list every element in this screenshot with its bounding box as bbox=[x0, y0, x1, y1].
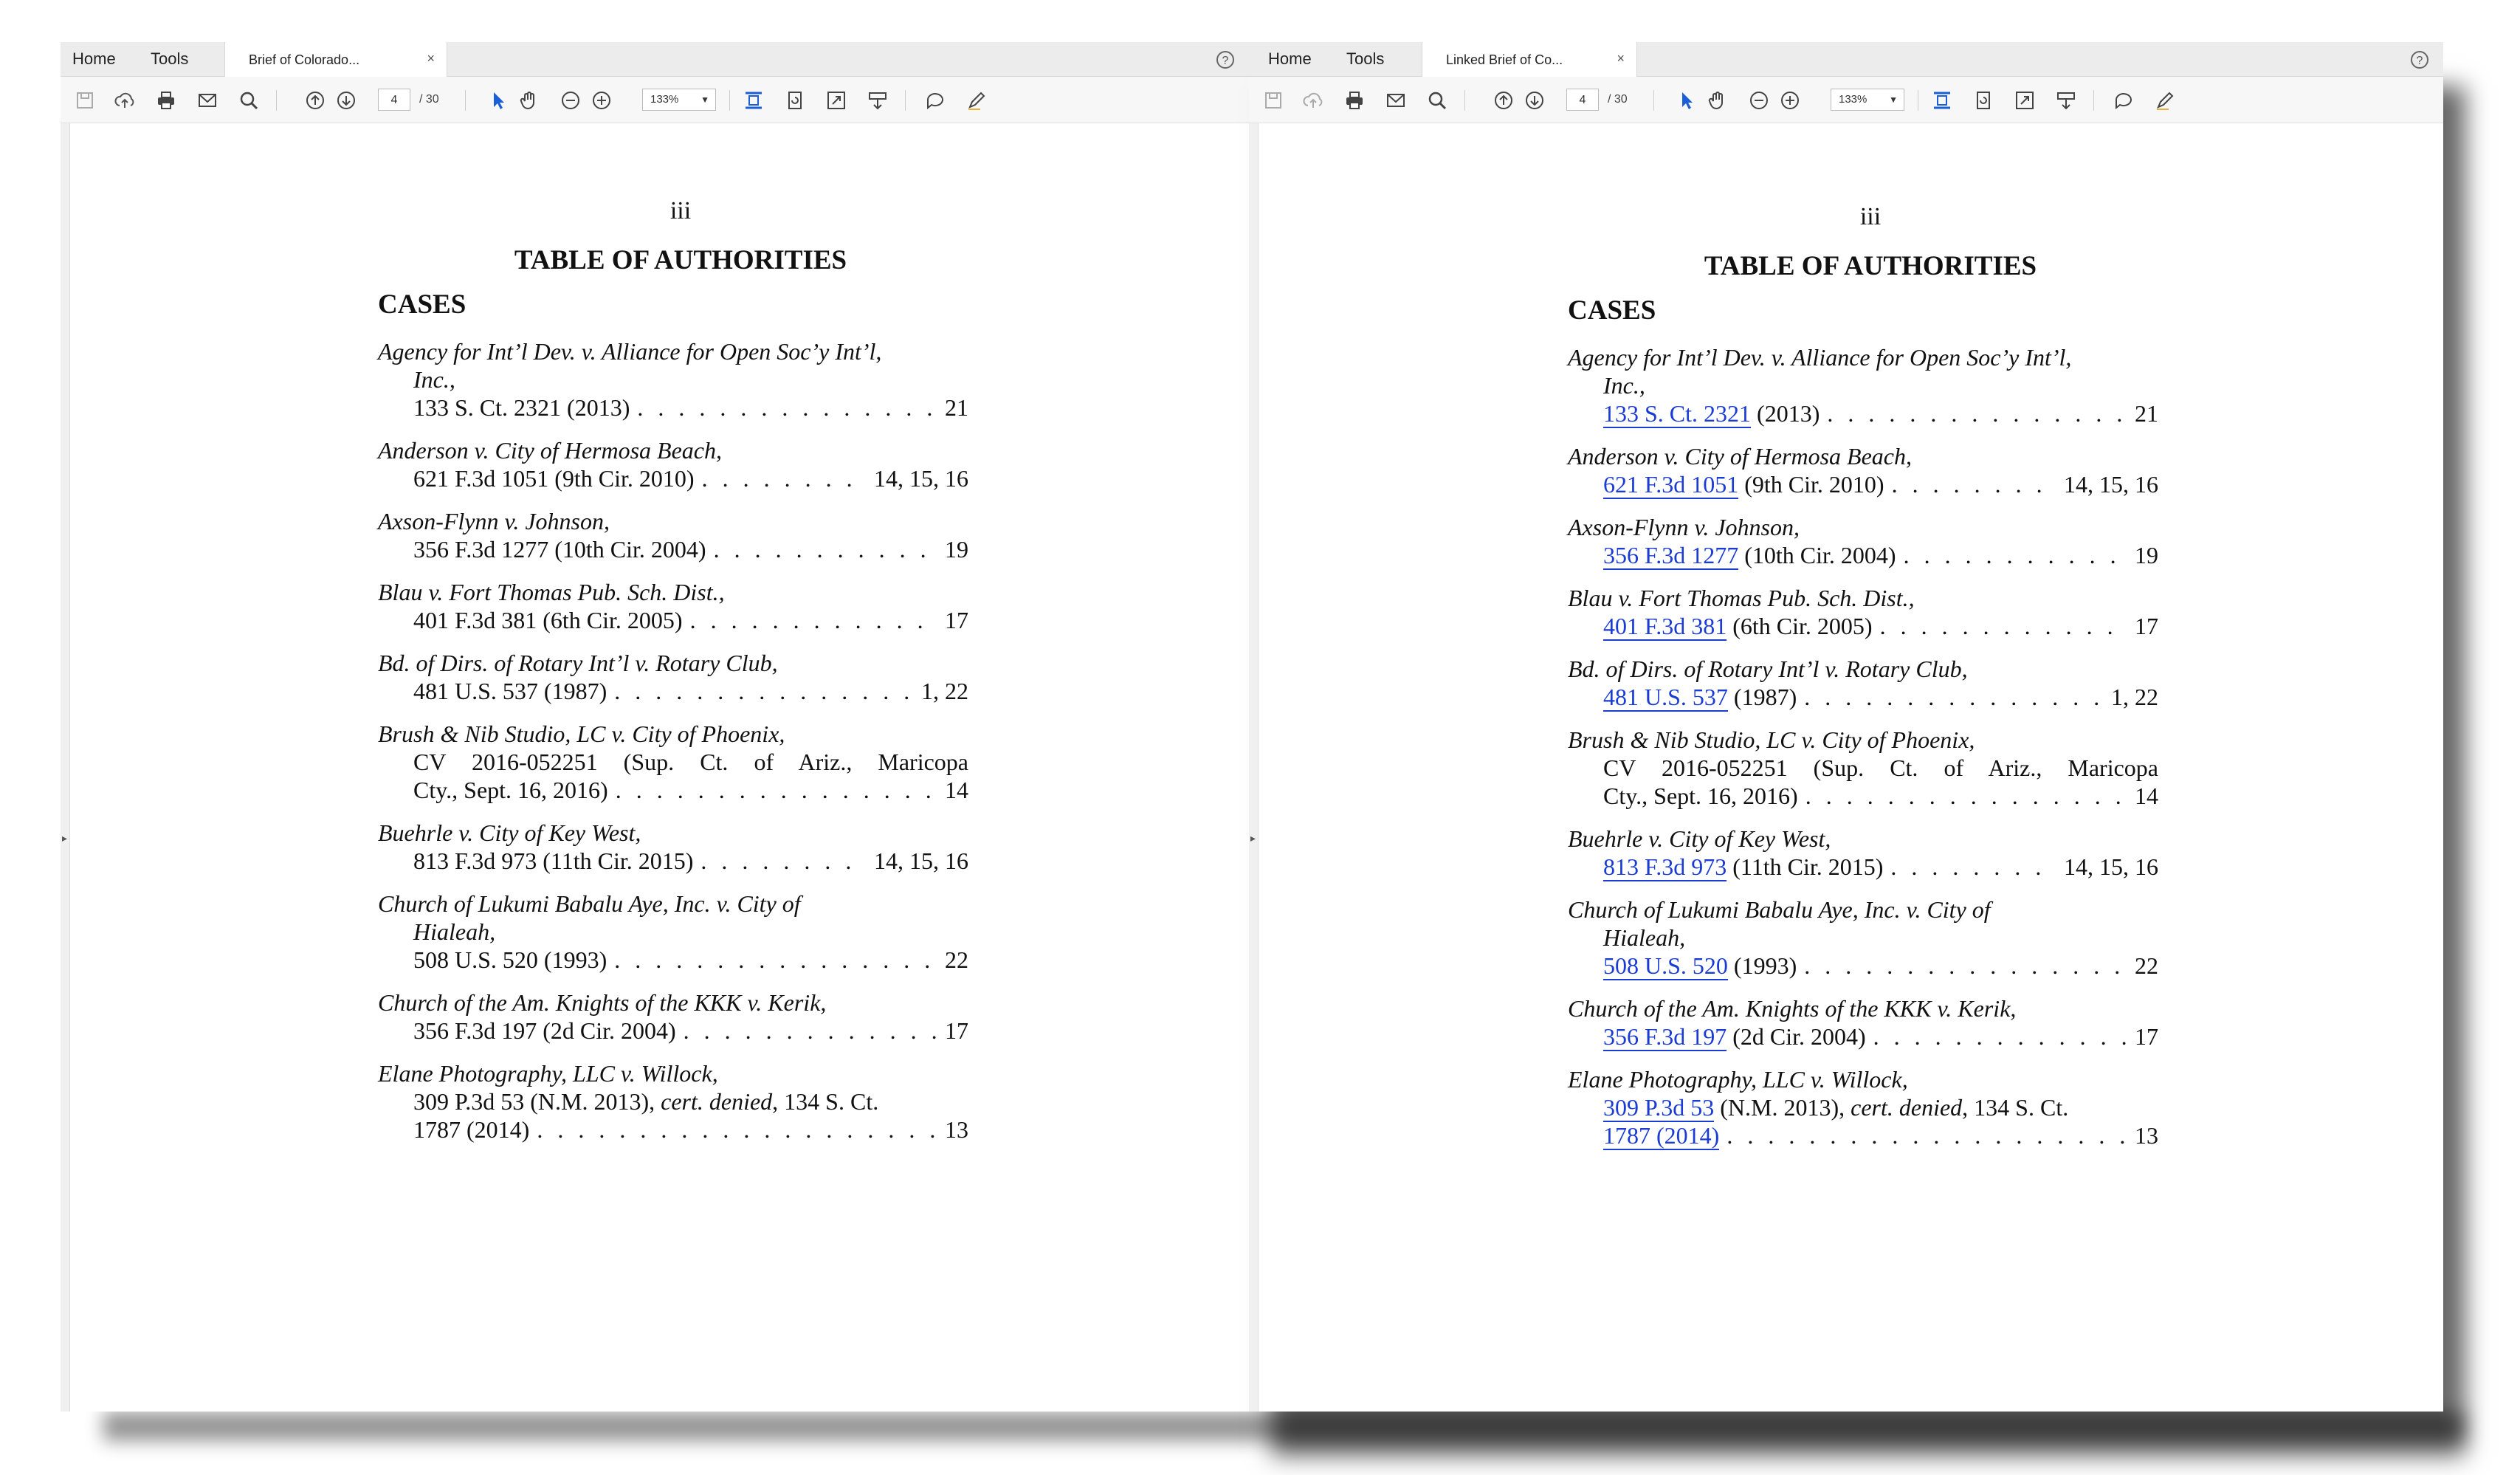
fit-page-icon[interactable] bbox=[1931, 89, 1953, 111]
citation bbox=[1603, 952, 1797, 980]
citation-row bbox=[1568, 470, 2158, 498]
citation-row bbox=[1568, 612, 2158, 640]
page-reference: 1, 22 bbox=[2111, 684, 2158, 710]
citation bbox=[1603, 1121, 1719, 1149]
section-heading: CASES bbox=[1568, 295, 1656, 326]
fit-page-icon[interactable] bbox=[743, 89, 765, 111]
authority-entry bbox=[1568, 442, 2158, 498]
scroll-mode-icon[interactable] bbox=[2055, 89, 2077, 111]
search-icon[interactable] bbox=[1426, 89, 1448, 111]
case-name: Blau v. Fort Thomas Pub. Sch. Dist., bbox=[378, 579, 725, 605]
citation bbox=[413, 1115, 529, 1144]
citation-row bbox=[378, 847, 968, 875]
authority-entry bbox=[1568, 343, 2158, 427]
citation-link[interactable]: 309 P.3d 53 bbox=[1603, 1094, 1715, 1121]
case-name-continued: Hialeah, bbox=[1603, 924, 1686, 951]
authority-entry bbox=[1568, 513, 2158, 569]
zoom-select[interactable] bbox=[1831, 89, 1904, 111]
tab-bar bbox=[1249, 42, 2443, 77]
page-reference: 17 bbox=[2135, 1023, 2158, 1050]
citation-court-year: (1987) bbox=[537, 678, 607, 704]
toolbar bbox=[61, 77, 1249, 123]
citation-text: 508 U.S. 520 bbox=[413, 946, 538, 973]
authority-entry bbox=[378, 819, 968, 875]
case-name: Elane Photography, LLC v. Willock, bbox=[378, 1060, 718, 1087]
pdf-window-right bbox=[1249, 42, 2443, 1412]
authority-entry bbox=[1568, 726, 2158, 810]
citation bbox=[413, 1017, 676, 1045]
authority-entry bbox=[378, 720, 968, 804]
full-screen-icon[interactable] bbox=[825, 89, 847, 111]
toolbar-separator bbox=[465, 90, 466, 111]
leader-dots bbox=[1904, 541, 2127, 569]
page-number-input[interactable]: 4 bbox=[1566, 89, 1599, 111]
leader-dots bbox=[690, 606, 937, 634]
case-name: Bd. of Dirs. of Rotary Int’l v. Rotary Club, bbox=[1568, 656, 1968, 682]
page-number: iii bbox=[669, 197, 692, 224]
tab-bar bbox=[61, 42, 1249, 77]
chevron-right-icon: ▸ bbox=[62, 832, 68, 844]
citation-line bbox=[378, 1087, 968, 1115]
citation bbox=[413, 606, 683, 634]
leader-dots bbox=[1804, 952, 2127, 980]
page-total: / 30 bbox=[1608, 93, 1628, 106]
citation-history: cert. denied bbox=[661, 1088, 773, 1115]
authority-entry bbox=[1568, 825, 2158, 881]
authority-entry bbox=[1568, 1065, 2158, 1149]
page-reference: 21 bbox=[945, 394, 968, 421]
help-icon[interactable]: ? bbox=[1216, 51, 1234, 69]
citation-court-year: (11th Cir. 2015) bbox=[537, 847, 694, 874]
email-icon[interactable] bbox=[196, 89, 218, 111]
toolbar-separator bbox=[276, 90, 277, 111]
leader-dots bbox=[700, 847, 867, 875]
citation-court-year: (6th Cir. 2005) bbox=[1727, 613, 1873, 639]
scroll-mode-icon[interactable] bbox=[867, 89, 889, 111]
pdf-window-left bbox=[61, 42, 1249, 1412]
zoom-in-icon[interactable] bbox=[1779, 89, 1801, 111]
citation-history: cert. denied bbox=[1851, 1094, 1963, 1121]
help-icon[interactable]: ? bbox=[2411, 51, 2428, 69]
next-page-icon[interactable] bbox=[1524, 89, 1546, 111]
print-icon[interactable] bbox=[155, 89, 177, 111]
comment-icon[interactable] bbox=[924, 89, 946, 111]
pen-icon[interactable] bbox=[2154, 89, 2176, 111]
authority-entry bbox=[378, 989, 968, 1045]
chevron-right-icon: ▸ bbox=[1250, 832, 1256, 844]
citation-row bbox=[378, 776, 968, 804]
zoom-out-icon[interactable] bbox=[1748, 89, 1770, 111]
citation bbox=[1603, 1022, 1866, 1051]
citation-row bbox=[1568, 1022, 2158, 1051]
citation bbox=[1603, 683, 1797, 711]
toc-heading: TABLE OF AUTHORITIES bbox=[1704, 251, 2037, 281]
save-icon[interactable] bbox=[74, 89, 96, 111]
toolbar-separator bbox=[2093, 90, 2094, 111]
page-reference: 13 bbox=[2135, 1122, 2158, 1149]
leader-dots bbox=[1805, 782, 2127, 810]
citation-court-year: (2d Cir. 2004) bbox=[537, 1017, 676, 1044]
leader-dots bbox=[616, 776, 937, 804]
leader-dots bbox=[684, 1017, 937, 1045]
page-total: / 30 bbox=[419, 93, 439, 106]
zoom-value: 133% bbox=[650, 93, 679, 106]
citation-row bbox=[378, 393, 968, 422]
print-icon[interactable] bbox=[1343, 89, 1366, 111]
zoom-value: 133% bbox=[1839, 93, 1867, 106]
citation-line: CV 2016-052251 (Sup. Ct. of Ariz., Maricopa bbox=[1603, 754, 2158, 781]
citation-court-year: (6th Cir. 2005) bbox=[537, 607, 683, 633]
citation-row bbox=[378, 606, 968, 634]
citation bbox=[1603, 853, 1883, 881]
page-reference: 19 bbox=[2135, 542, 2158, 568]
case-name: Elane Photography, LLC v. Willock, bbox=[1568, 1066, 1908, 1093]
citation-text: 621 F.3d 1051 bbox=[413, 465, 549, 492]
full-screen-icon[interactable] bbox=[2014, 89, 2036, 111]
page-reference: 19 bbox=[945, 536, 968, 563]
citation-court-year: (2013) bbox=[1751, 400, 1820, 427]
citation-row bbox=[1568, 683, 2158, 711]
citation-row bbox=[378, 946, 968, 974]
citation bbox=[413, 393, 630, 422]
citation-row bbox=[1568, 1121, 2158, 1149]
section-heading: CASES bbox=[378, 289, 467, 320]
citation-row bbox=[378, 535, 968, 563]
citation-reporter: , 134 S. Ct. bbox=[1962, 1094, 2069, 1121]
case-name: Anderson v. City of Hermosa Beach, bbox=[1568, 443, 1912, 470]
page-reference: 17 bbox=[2135, 613, 2158, 639]
page-reference: 22 bbox=[2135, 952, 2158, 979]
citation-link[interactable]: 133 S. Ct. 2321 bbox=[1603, 400, 1752, 427]
case-name: Church of the Am. Knights of the KKK v. Kerik, bbox=[1568, 995, 2017, 1022]
leader-dots bbox=[714, 535, 937, 563]
citation bbox=[413, 776, 608, 804]
authority-entry bbox=[378, 436, 968, 492]
case-name: Brush & Nib Studio, LC v. City of Phoenix, bbox=[1568, 726, 1975, 753]
citation-text: 356 F.3d 197 bbox=[413, 1017, 537, 1044]
citation-text: Cty., Sept. 16, 2016) bbox=[413, 777, 608, 803]
previous-page-icon[interactable] bbox=[1493, 89, 1515, 111]
citation-text: 1787 (2014) bbox=[413, 1116, 530, 1143]
case-name: Agency for Int’l Dev. v. Alliance for Open Soc’y Int’l, bbox=[378, 338, 882, 365]
page-reference: 22 bbox=[945, 946, 968, 973]
toolbar bbox=[1249, 77, 2443, 123]
citation-court-year: (2d Cir. 2004) bbox=[1727, 1023, 1866, 1050]
citation bbox=[413, 464, 695, 492]
citation-court-year: (1987) bbox=[1727, 684, 1797, 710]
hand-tool-icon[interactable] bbox=[518, 89, 540, 111]
leader-dots bbox=[1892, 470, 2056, 498]
page-reference: 17 bbox=[945, 607, 968, 633]
case-name: Church of Lukumi Babalu Aye, Inc. v. City of bbox=[378, 890, 801, 917]
citation-link[interactable]: 1787 (2014) bbox=[1603, 1122, 1720, 1149]
authority-entry bbox=[1568, 584, 2158, 640]
citation bbox=[1603, 612, 1873, 640]
nav-tools[interactable]: Tools bbox=[1346, 49, 1385, 68]
toc-heading: TABLE OF AUTHORITIES bbox=[514, 245, 847, 275]
citation-link[interactable]: 508 U.S. 520 bbox=[1603, 952, 1728, 979]
citation-text: 813 F.3d 973 bbox=[413, 847, 537, 874]
case-name: Buehrle v. City of Key West, bbox=[378, 819, 641, 846]
leader-dots bbox=[637, 393, 937, 422]
upload-cloud-icon[interactable] bbox=[1302, 89, 1324, 111]
page-number-input[interactable]: 4 bbox=[378, 89, 410, 111]
authority-entry bbox=[378, 1059, 968, 1144]
case-name: Bd. of Dirs. of Rotary Int’l v. Rotary Club, bbox=[378, 650, 778, 676]
citation bbox=[1603, 541, 1896, 569]
citation-text: 133 S. Ct. 2321 bbox=[413, 394, 562, 421]
leader-dots bbox=[537, 1115, 937, 1144]
authority-entry bbox=[378, 337, 968, 422]
case-name: Church of Lukumi Babalu Aye, Inc. v. City of bbox=[1568, 896, 1991, 923]
page-reference: 14, 15, 16 bbox=[2064, 853, 2158, 880]
citation-court-year: (9th Cir. 2010) bbox=[1738, 471, 1884, 498]
citation bbox=[413, 677, 607, 705]
search-icon[interactable] bbox=[238, 89, 260, 111]
left-panel-toggle[interactable] bbox=[1249, 123, 1259, 1412]
page-reference: 13 bbox=[945, 1116, 968, 1143]
case-name-continued: Inc., bbox=[413, 366, 455, 393]
citation-row bbox=[1568, 853, 2158, 881]
citation-link[interactable]: 356 F.3d 197 bbox=[1603, 1023, 1727, 1050]
leader-dots bbox=[1880, 612, 2127, 640]
citation-court-year: (10th Cir. 2004) bbox=[548, 536, 706, 563]
leader-dots bbox=[1827, 399, 2127, 427]
citation-court-year: (9th Cir. 2010) bbox=[548, 465, 695, 492]
citation-court-year: (1993) bbox=[537, 946, 607, 973]
page-reference: 17 bbox=[945, 1017, 968, 1044]
citation-text: Cty., Sept. 16, 2016) bbox=[1603, 783, 1798, 809]
citation-link[interactable]: 813 F.3d 973 bbox=[1603, 853, 1727, 880]
leader-dots bbox=[1890, 853, 2056, 881]
case-name: Axson-Flynn v. Johnson, bbox=[1568, 514, 1800, 540]
page-reference: 14, 15, 16 bbox=[874, 847, 968, 874]
zoom-select[interactable] bbox=[642, 89, 716, 111]
select-cursor-icon[interactable] bbox=[487, 89, 509, 111]
page-reference: 1, 22 bbox=[921, 678, 968, 704]
rotate-page-icon[interactable] bbox=[784, 89, 806, 111]
citation-line: CV 2016-052251 (Sup. Ct. of Ariz., Maricopa bbox=[413, 749, 968, 775]
zoom-out-icon[interactable] bbox=[560, 89, 582, 111]
citation bbox=[413, 946, 607, 974]
toolbar-separator bbox=[1464, 90, 1465, 111]
comment-icon[interactable] bbox=[2113, 89, 2135, 111]
citation-row bbox=[1568, 952, 2158, 980]
citation-court-year: (N.M. 2013), bbox=[1714, 1094, 1851, 1121]
nav-tools[interactable]: Tools bbox=[151, 49, 189, 68]
toolbar-separator bbox=[905, 90, 906, 111]
hand-tool-icon[interactable] bbox=[1707, 89, 1729, 111]
select-cursor-icon[interactable] bbox=[1676, 89, 1698, 111]
authority-entry bbox=[1568, 895, 2158, 980]
toolbar-separator bbox=[729, 90, 730, 111]
citation-court-year: (11th Cir. 2015) bbox=[1727, 853, 1884, 880]
page-reference: 14, 15, 16 bbox=[2064, 471, 2158, 498]
citation-text: 356 F.3d 1277 bbox=[413, 536, 549, 563]
pen-icon[interactable] bbox=[965, 89, 988, 111]
case-name: Anderson v. City of Hermosa Beach, bbox=[378, 437, 722, 464]
leader-dots bbox=[1727, 1121, 2127, 1149]
zoom-in-icon[interactable] bbox=[591, 89, 613, 111]
next-page-icon[interactable] bbox=[335, 89, 357, 111]
citation-row bbox=[378, 464, 968, 492]
leader-dots bbox=[1804, 683, 2104, 711]
citation-reporter: , 134 S. Ct. bbox=[772, 1088, 879, 1115]
citation-row bbox=[378, 677, 968, 705]
case-name: Agency for Int’l Dev. v. Alliance for Open Soc’y Int’l, bbox=[1568, 344, 2072, 371]
case-name: Blau v. Fort Thomas Pub. Sch. Dist., bbox=[1568, 585, 1915, 611]
citation-text: 481 U.S. 537 bbox=[413, 678, 538, 704]
citation-row bbox=[1568, 782, 2158, 810]
citation bbox=[413, 847, 693, 875]
chevron-down-icon: ▼ bbox=[1889, 94, 1898, 105]
citation-link[interactable]: 481 U.S. 537 bbox=[1603, 684, 1728, 710]
authority-entry bbox=[378, 649, 968, 705]
tab-title: Brief of Colorado... bbox=[249, 52, 360, 67]
leader-dots bbox=[614, 677, 914, 705]
upload-cloud-icon[interactable] bbox=[114, 89, 136, 111]
tab-title: Linked Brief of Co... bbox=[1446, 52, 1563, 67]
citation bbox=[1603, 782, 1798, 810]
page-reference: 14 bbox=[945, 777, 968, 803]
citation-row bbox=[378, 1017, 968, 1045]
left-panel-toggle[interactable] bbox=[61, 123, 70, 1412]
citation-text: 401 F.3d 381 bbox=[413, 607, 537, 633]
citation-court-year: (2013) bbox=[561, 394, 630, 421]
toolbar-separator bbox=[1653, 90, 1654, 111]
authority-entry bbox=[378, 507, 968, 563]
citation-court-year: (1993) bbox=[1727, 952, 1797, 979]
citation-row bbox=[378, 1115, 968, 1144]
case-name: Brush & Nib Studio, LC v. City of Phoenix, bbox=[378, 721, 785, 747]
page-reference: 14, 15, 16 bbox=[874, 465, 968, 492]
citation bbox=[1603, 399, 1820, 427]
citation bbox=[1603, 470, 1884, 498]
citation-court-year: (N.M. 2013), bbox=[524, 1088, 661, 1115]
citation-link[interactable]: 401 F.3d 381 bbox=[1603, 613, 1727, 639]
citation-link[interactable]: 621 F.3d 1051 bbox=[1603, 471, 1739, 498]
citation-link[interactable]: 356 F.3d 1277 bbox=[1603, 542, 1739, 568]
page-reference: 14 bbox=[2135, 783, 2158, 809]
nav-home[interactable]: Home bbox=[72, 49, 116, 68]
authority-entry bbox=[1568, 994, 2158, 1051]
case-name: Buehrle v. City of Key West, bbox=[1568, 825, 1831, 852]
leader-dots bbox=[614, 946, 937, 974]
authority-entry bbox=[1568, 655, 2158, 711]
tab-close-button[interactable]: × bbox=[427, 51, 435, 66]
citation-court-year: (10th Cir. 2004) bbox=[1738, 542, 1896, 568]
citation: 309 P.3d 53 bbox=[413, 1088, 525, 1115]
authority-entry bbox=[378, 578, 968, 634]
document-tab[interactable] bbox=[1422, 42, 1637, 77]
window-shadow bbox=[103, 1412, 2465, 1441]
case-name: Axson-Flynn v. Johnson, bbox=[378, 508, 610, 534]
leader-dots bbox=[1873, 1022, 2127, 1051]
rotate-page-icon[interactable] bbox=[1972, 89, 1994, 111]
authority-entry bbox=[378, 890, 968, 974]
document-tab[interactable] bbox=[224, 42, 447, 77]
citation-row bbox=[1568, 541, 2158, 569]
chevron-down-icon: ▼ bbox=[700, 94, 709, 105]
page-reference: 21 bbox=[2135, 400, 2158, 427]
previous-page-icon[interactable] bbox=[304, 89, 326, 111]
email-icon[interactable] bbox=[1385, 89, 1407, 111]
save-icon[interactable] bbox=[1262, 89, 1284, 111]
page-number: iii bbox=[1859, 203, 1882, 230]
case-name: Church of the Am. Knights of the KKK v. Kerik, bbox=[378, 989, 827, 1016]
citation-row bbox=[1568, 399, 2158, 427]
citation bbox=[413, 535, 706, 563]
leader-dots bbox=[702, 464, 867, 492]
case-name-continued: Inc., bbox=[1603, 372, 1645, 399]
tab-close-button[interactable]: × bbox=[1617, 51, 1625, 66]
citation-line bbox=[1568, 1093, 2158, 1121]
case-name-continued: Hialeah, bbox=[413, 918, 496, 945]
nav-home[interactable]: Home bbox=[1268, 49, 1312, 68]
